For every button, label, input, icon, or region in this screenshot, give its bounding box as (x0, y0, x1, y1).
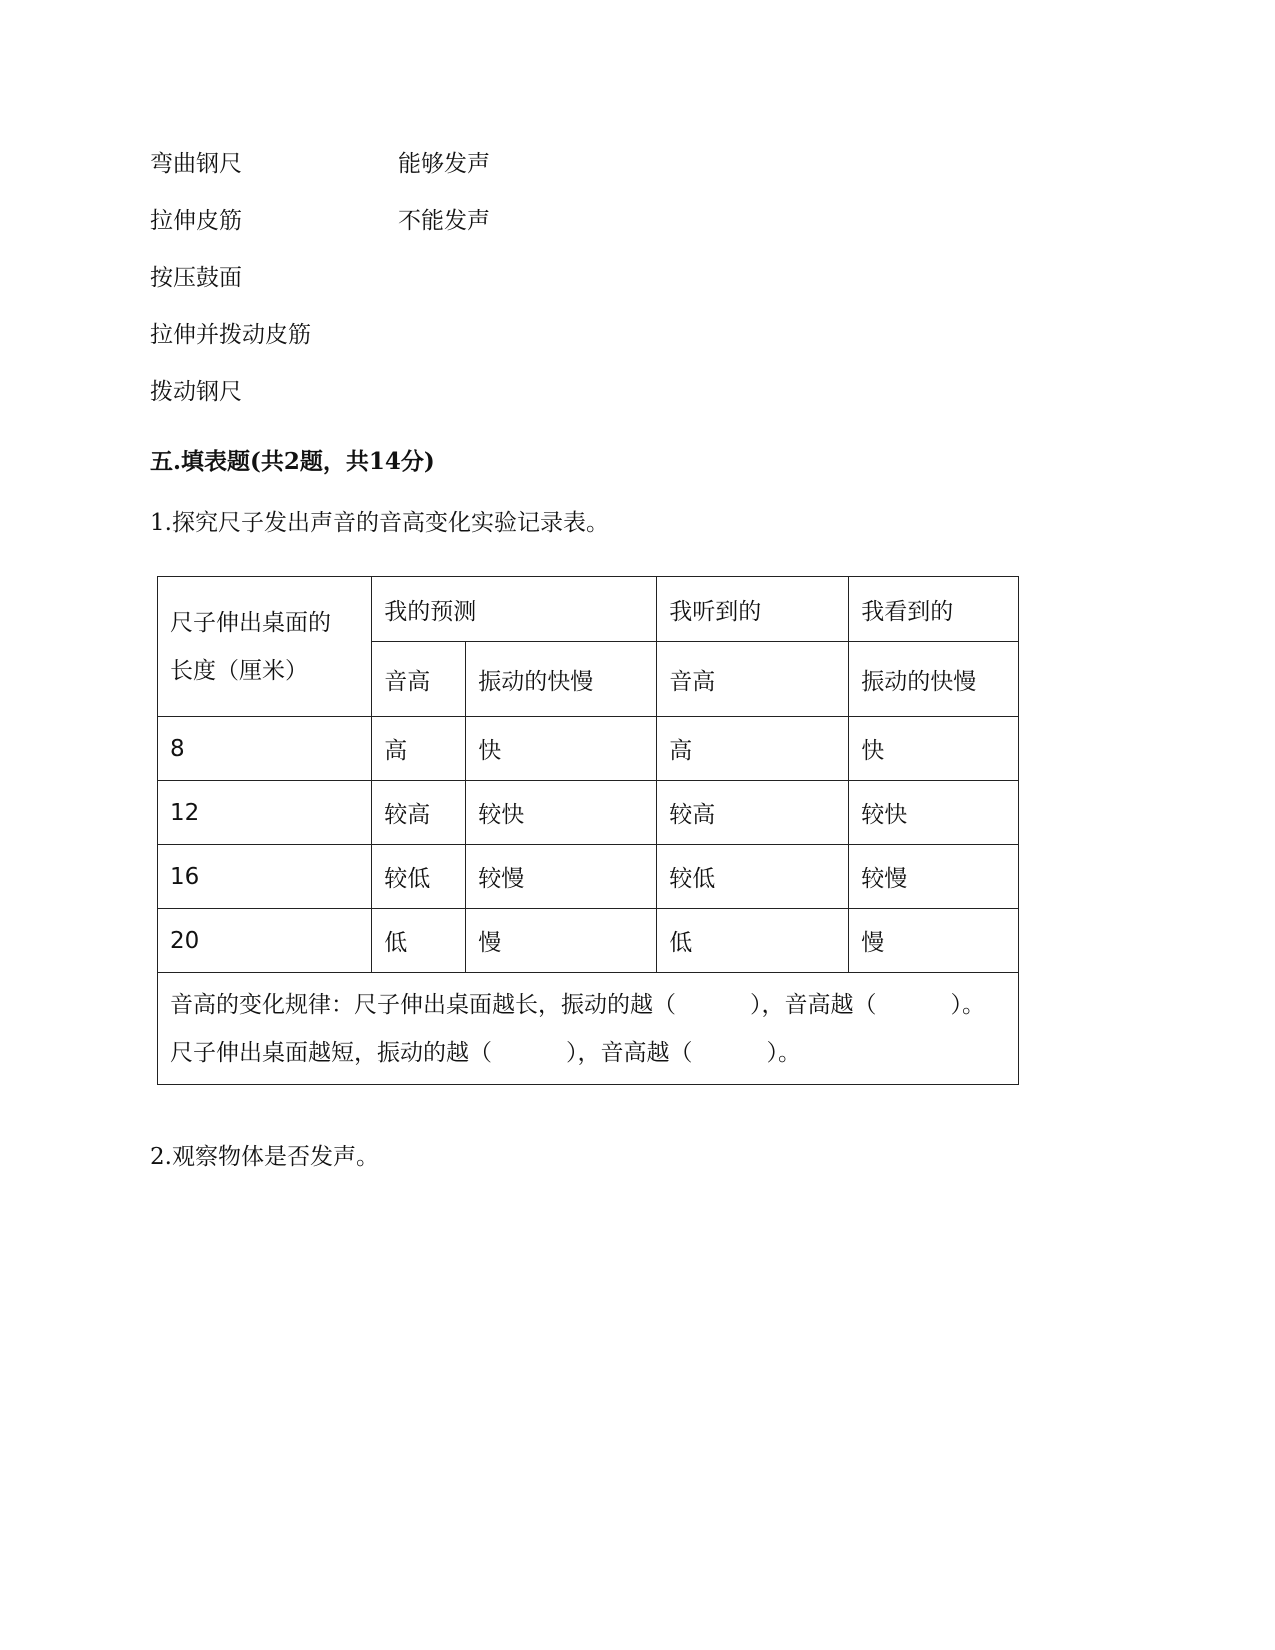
table-cell: 较低 (372, 845, 466, 909)
experiment-record-table (157, 576, 1019, 1085)
table-cell: 快 (849, 717, 1019, 781)
subheader-vibration-speed: 振动的快慢 (849, 642, 1019, 717)
table-row (158, 845, 1019, 909)
rule-text: ）。 (950, 991, 985, 1018)
header-my-prediction: 我的预测 (372, 577, 657, 642)
table-cell: 较高 (372, 781, 466, 845)
table-cell: 高 (657, 717, 849, 781)
question-2-title: 2.观察物体是否发声。 (150, 1144, 379, 1170)
length-cell: 20 (158, 909, 372, 973)
subheader-vibration-speed: 振动的快慢 (466, 642, 657, 717)
subheader-pitch: 音高 (657, 642, 849, 717)
section-heading: 五.填表题(共2题，共14分) (150, 448, 435, 475)
table-row (158, 717, 1019, 781)
table-cell: 较慢 (849, 845, 1019, 909)
table-cell: 低 (657, 909, 849, 973)
pitch-rule-cell (158, 973, 1019, 1085)
corner-label-line1: 尺子伸出桌面的 (170, 609, 331, 636)
rule-text: ），音高越（ (750, 991, 877, 1018)
table-cell: 快 (466, 717, 657, 781)
table-corner-cell (158, 577, 372, 717)
header-what-i-saw: 我看到的 (849, 577, 1019, 642)
question-1-title: 1.探究尺子发出声音的音高变化实验记录表。 (150, 510, 609, 536)
pair-left-item: 弯曲钢尺 (150, 151, 242, 177)
table-row (158, 781, 1019, 845)
table-row (158, 909, 1019, 973)
table-rule-row (158, 973, 1019, 1085)
pair-left-item: 按压鼓面 (150, 265, 242, 291)
pair-left-item: 拨动钢尺 (150, 379, 242, 405)
rule-text: 尺子伸出桌面越短，振动的越（ (170, 1039, 492, 1066)
length-cell: 12 (158, 781, 372, 845)
table-cell: 较快 (466, 781, 657, 845)
length-cell: 16 (158, 845, 372, 909)
table-cell: 较低 (657, 845, 849, 909)
table-cell: 较高 (657, 781, 849, 845)
pair-left-item: 拉伸皮筋 (150, 208, 242, 234)
table-cell: 较慢 (466, 845, 657, 909)
rule-text: ）。 (766, 1039, 801, 1066)
rule-line-1 (170, 981, 1006, 1029)
length-cell: 8 (158, 717, 372, 781)
pair-left-item: 拉伸并拨动皮筋 (150, 322, 311, 348)
pair-right-item: 不能发声 (398, 208, 490, 234)
rule-text: ），音高越（ (566, 1039, 693, 1066)
table-cell: 高 (372, 717, 466, 781)
table-cell: 慢 (466, 909, 657, 973)
table-cell: 慢 (849, 909, 1019, 973)
pair-right-item: 能够发声 (398, 151, 490, 177)
subheader-pitch: 音高 (372, 642, 466, 717)
corner-label-line2: 长度（厘米） (170, 657, 308, 684)
table-cell: 较快 (849, 781, 1019, 845)
rule-line-2 (170, 1029, 1006, 1077)
header-what-i-heard: 我听到的 (657, 577, 849, 642)
rule-text: 音高的变化规律：尺子伸出桌面越长，振动的越（ (170, 991, 676, 1018)
table-header-row (158, 577, 1019, 642)
table-cell: 低 (372, 909, 466, 973)
